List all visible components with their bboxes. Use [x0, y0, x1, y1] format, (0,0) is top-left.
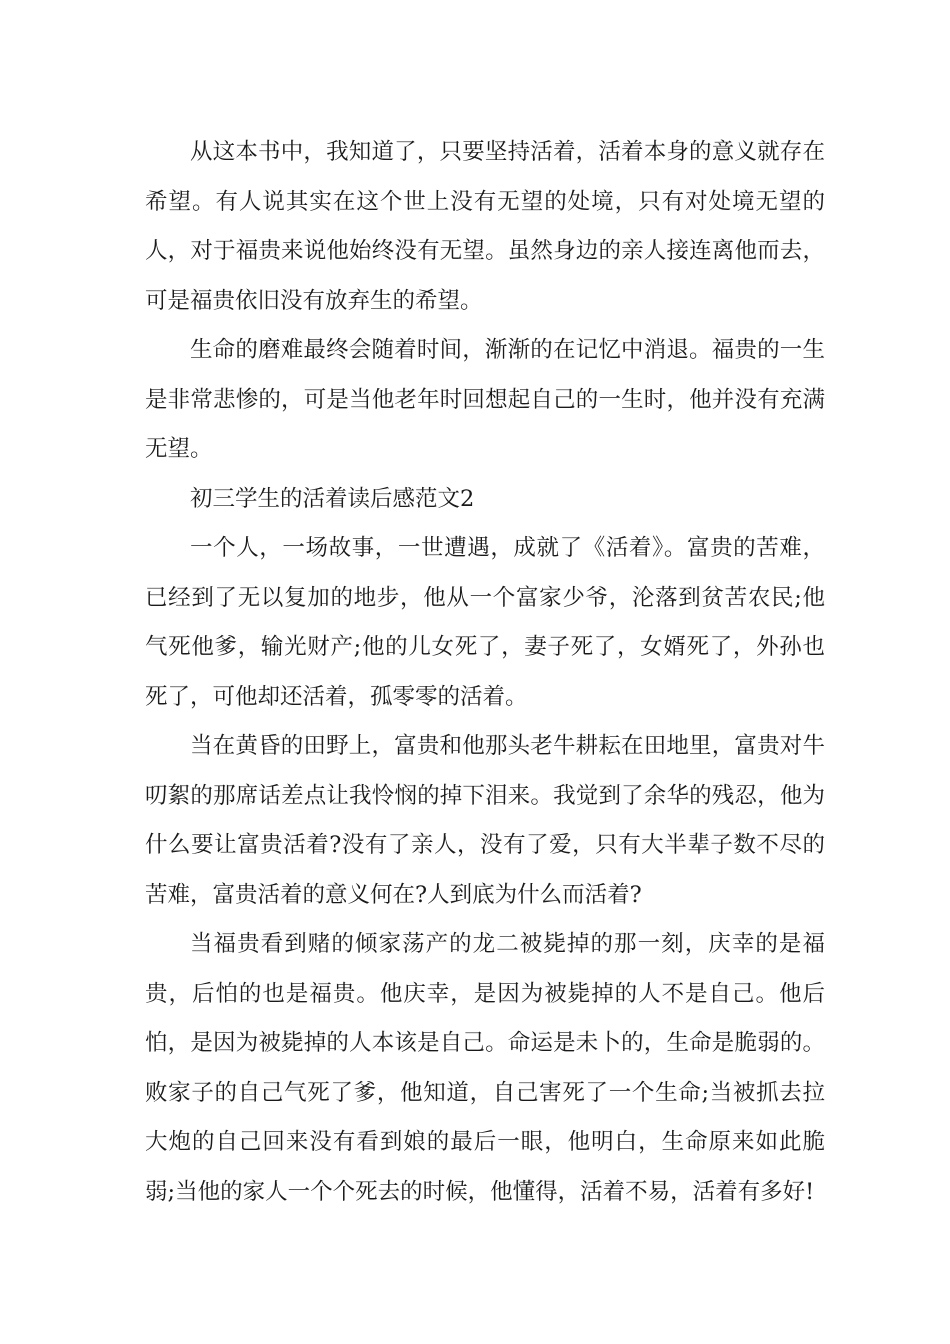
paragraph-1: 从这本书中，我知道了，只要坚持活着，活着本身的意义就存在希望。有人说其实在这个世上没有无望的处境，只有对处境无望的人，对于福贵来说他始终没有无望。虽然身边的亲人接连离他而去，可是福贵依旧没有放弃生的希望。: [145, 139, 825, 314]
paragraph-4: 当在黄昏的田野上，富贵和他那头老牛耕耘在田地里，富贵对牛叨絮的那席话差点让我怜悯的掉下泪来。我觉到了余华的残忍，他为什么要让富贵活着?没有了亲人，没有了爱，只有大半辈子数不尽的苦难，富贵活着的意义何在?人到底为什么而活着?: [145, 733, 825, 908]
document-body: [145, 128, 825, 1217]
section-title: 初三学生的活着读后感范文2: [190, 485, 475, 512]
paragraph-3: 一个人，一场故事，一世遭遇，成就了《活着》。富贵的苦难，已经到了无以复加的地步，他从一个富家少爷，沦落到贫苦农民;他气死他爹，输光财产;他的儿女死了，妻子死了，女婿死了，外孙也死了，可他却还活着，孤零零的活着。: [145, 535, 825, 710]
paragraph-2: 生命的磨难最终会随着时间，渐渐的在记忆中消退。福贵的一生是非常悲惨的，可是当他老年时回想起自己的一生时，他并没有充满无望。: [145, 337, 825, 462]
paragraph-5: 当福贵看到赌的倾家荡产的龙二被毙掉的那一刻，庆幸的是福贵，后怕的也是福贵。他庆幸，是因为被毙掉的人不是自己。他后怕，是因为被毙掉的人本该是自己。命运是未卜的，生命是脆弱的。败家子的自己气死了爹，他知道，自己害死了一个生命;当被抓去拉大炮的自己回来没有看到娘的最后一眼，他明白，生命原来如此脆弱;当他的家人一个个死去的时候，他懂得，活着不易，活着有多好!: [145, 931, 825, 1205]
